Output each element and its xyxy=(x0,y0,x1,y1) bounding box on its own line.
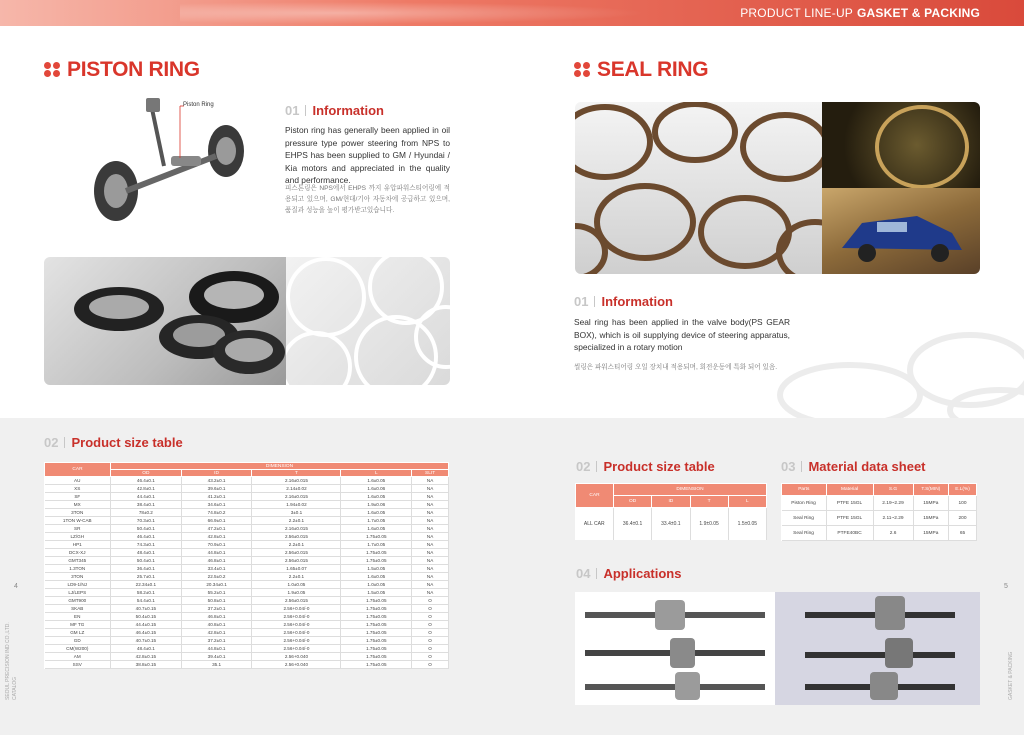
table-cell: NA xyxy=(412,517,449,525)
table-cell: 50.8±0.1 xyxy=(181,597,252,605)
seal-info-heading-text: Information xyxy=(601,294,673,309)
table-cell: 41.2±0.1 xyxy=(181,493,252,501)
table-cell: 1.75±0.05 xyxy=(341,549,412,557)
table-cell: LJ/LEPS xyxy=(45,589,111,597)
applications-heading xyxy=(576,566,681,581)
col-id: ID xyxy=(652,496,690,508)
seal-size-num: 02 xyxy=(576,459,591,474)
col-t: T xyxy=(690,496,728,508)
table-row xyxy=(45,589,449,597)
table-cell: 1TON W-CAB xyxy=(45,517,111,525)
table-cell: 2.2±0.1 xyxy=(252,541,341,549)
table-cell: GM LZ xyxy=(45,629,111,637)
table-cell: 2.56+0.04/-0 xyxy=(252,621,341,629)
table-cell: 33.4±0.1 xyxy=(181,565,252,573)
table-cell: 2.56+0.04/-0 xyxy=(252,605,341,613)
table-cell: O xyxy=(412,637,449,645)
table-cell: 2.56±0.015 xyxy=(252,557,341,565)
table-cell: 1.7±0.05 xyxy=(341,541,412,549)
table-cell: NA xyxy=(412,589,449,597)
material-heading-text: Material data sheet xyxy=(808,459,926,474)
table-cell: NA xyxy=(412,541,449,549)
table-cell: XS xyxy=(45,485,111,493)
table-cell: 15MPa xyxy=(913,511,948,526)
table-cell: 2.11~2.29 xyxy=(873,511,913,526)
table-cell: 38.8±0.15 xyxy=(111,661,182,669)
table-cell: 70.9±0.1 xyxy=(181,541,252,549)
table-cell: 36.4±0.1 xyxy=(111,565,182,573)
piston-info-text: Piston ring has generally been applied in oil pressure type power steering from NPS to EHPS has been supplied to GM / Hyundai / Kia motors and appreciated in the quality and performance. xyxy=(285,125,450,185)
table-row xyxy=(45,613,449,621)
table-row xyxy=(576,508,767,540)
table-cell: 1.0±0.05 xyxy=(252,581,341,589)
table-cell: 1.6±0.05 xyxy=(341,573,412,581)
table-row xyxy=(45,597,449,605)
table-cell: 34.6±0.1 xyxy=(181,501,252,509)
table-cell: SSV xyxy=(45,661,111,669)
table-row xyxy=(45,645,449,653)
table-cell: 35.1 xyxy=(181,661,252,669)
header-title xyxy=(740,6,980,20)
table-cell: 1.65±0.07 xyxy=(252,565,341,573)
table-cell: 1.5±0.05 xyxy=(341,565,412,573)
table-cell: 74.8±0.2 xyxy=(181,509,252,517)
table-cell: 2.56±0.015 xyxy=(252,533,341,541)
table-cell: 48.4±0.1 xyxy=(111,645,182,653)
table-cell: 44.8±0.1 xyxy=(181,549,252,557)
seal-info-heading xyxy=(574,294,673,309)
table-row xyxy=(45,653,449,661)
table-cell: 46.4±0.1 xyxy=(111,477,182,485)
table-cell: 1.0±0.05 xyxy=(341,581,412,589)
table-cell: 1.9±0.06 xyxy=(341,501,412,509)
table-row xyxy=(45,485,449,493)
header-band xyxy=(0,0,1024,26)
table-cell: 3TON xyxy=(45,509,111,517)
table-cell: 1.75±0.05 xyxy=(341,653,412,661)
table-row xyxy=(45,501,449,509)
table-cell: AM xyxy=(45,653,111,661)
table-row xyxy=(45,629,449,637)
side-text-left-2: CATALOG xyxy=(12,676,18,700)
col-el: E.L(%) xyxy=(949,484,977,496)
seal-info-num: 01 xyxy=(574,294,589,309)
table-cell: 2.56±0.015 xyxy=(252,549,341,557)
piston-size-table xyxy=(44,462,449,669)
steering-gear-photo-1 xyxy=(575,592,775,705)
table-cell: NA xyxy=(412,557,449,565)
table-row xyxy=(45,661,449,669)
table-cell: O xyxy=(412,613,449,621)
table-cell: NA xyxy=(412,509,449,517)
table-row xyxy=(45,557,449,565)
table-cell: O xyxy=(412,597,449,605)
table-row xyxy=(45,493,449,501)
table-cell: Piston Ring xyxy=(782,496,827,511)
table-cell: 2.56+0.040 xyxy=(252,661,341,669)
seal-size-heading xyxy=(576,459,715,474)
table-cell: 1.75±0.05 xyxy=(341,661,412,669)
applications-heading-text: Applications xyxy=(603,566,682,581)
table-cell: NA xyxy=(412,485,449,493)
table-cell: ALL CAR xyxy=(576,508,614,540)
table-cell: 1.94±0.02 xyxy=(252,501,341,509)
table-cell: HP1 xyxy=(45,541,111,549)
table-cell: 47.2±0.1 xyxy=(181,525,252,533)
material-table xyxy=(781,483,977,541)
table-row xyxy=(45,581,449,589)
table-cell: NA xyxy=(412,477,449,485)
table-cell: 1.6±0.05 xyxy=(341,509,412,517)
col-dimension: DIMENSION xyxy=(614,484,767,496)
table-cell: NA xyxy=(412,549,449,557)
table-row xyxy=(782,496,977,511)
table-cell: 1.6±0.05 xyxy=(341,493,412,501)
table-row xyxy=(45,509,449,517)
col-od: OD xyxy=(614,496,652,508)
table-cell: 70.3±0.1 xyxy=(111,517,182,525)
table-cell: 42.8±0.1 xyxy=(181,533,252,541)
table-cell: 22.5±0.2 xyxy=(181,573,252,581)
col-car: CAR xyxy=(576,484,614,508)
table-cell: MX xyxy=(45,501,111,509)
col-id: ID xyxy=(181,470,252,477)
table-row xyxy=(782,526,977,541)
table-cell: NA xyxy=(412,493,449,501)
table-cell: 37.2±0.1 xyxy=(181,605,252,613)
page-number-left: 4 xyxy=(14,583,18,590)
piston-info-text-ko: 피스톤링은 NPS에서 EHPS 까지 유압파워스티어링에 적용되고 있으며, GM/현대/기아 자동차에 공급하고 있으며, 품질과 성능을 높이 평가받고있습니다. xyxy=(285,185,450,214)
col-dimension: DIMENSION xyxy=(111,463,449,470)
table-cell: GD xyxy=(45,637,111,645)
table-cell: 1.75±0.05 xyxy=(341,597,412,605)
col-slit: SLIT xyxy=(412,470,449,477)
table-cell: 1.5±0.05 xyxy=(341,589,412,597)
table-cell: MF TG xyxy=(45,621,111,629)
table-cell: Seal Ring xyxy=(782,526,827,541)
table-row xyxy=(45,541,449,549)
table-cell: NA xyxy=(412,565,449,573)
piston-ring-title: PISTON RING xyxy=(67,58,200,81)
table-cell: 65 xyxy=(949,526,977,541)
table-cell: 2.56+0.04/-0 xyxy=(252,645,341,653)
table-cell: 50.4±0.15 xyxy=(111,613,182,621)
title-dots-icon xyxy=(574,62,592,78)
table-cell: PTFE40BC xyxy=(826,526,873,541)
table-cell: 46.8±0.1 xyxy=(181,557,252,565)
table-cell: 1.75±0.05 xyxy=(341,637,412,645)
seal-size-heading-text: Product size table xyxy=(603,459,715,474)
seal-info-text-ko: 씰링은 파워스티어링 오일 장치내 적용되며, 회전운동에 특화 되어 있음. xyxy=(574,364,778,371)
table-cell: 38.4±0.1 xyxy=(111,501,182,509)
suspension-illustration xyxy=(76,96,256,226)
table-row xyxy=(45,637,449,645)
table-cell: 44.8±0.1 xyxy=(181,645,252,653)
table-cell: 1.3TON xyxy=(45,565,111,573)
title-dots-icon xyxy=(44,62,62,78)
applications-num: 04 xyxy=(576,566,591,581)
piston-size-num: 02 xyxy=(44,435,59,450)
piston-info-heading xyxy=(285,103,384,118)
table-cell: NA xyxy=(412,501,449,509)
table-cell: 1.9±0.05 xyxy=(252,589,341,597)
table-row xyxy=(45,525,449,533)
header-category: GASKET & PACKING xyxy=(857,6,980,20)
table-cell: 42.8±0.15 xyxy=(111,653,182,661)
table-cell: NA xyxy=(412,533,449,541)
table-cell: LD9-1/NJ xyxy=(45,581,111,589)
table-cell: 44.4±0.1 xyxy=(111,493,182,501)
table-cell: 25.7±0.1 xyxy=(111,573,182,581)
material-heading xyxy=(781,459,926,474)
table-cell: 2.56+0.040 xyxy=(252,653,341,661)
table-cell: 66.9±0.1 xyxy=(181,517,252,525)
table-cell: 20.34±0.1 xyxy=(181,581,252,589)
table-cell: O xyxy=(412,621,449,629)
table-cell: 2.16±0.015 xyxy=(252,525,341,533)
rally-car-photo xyxy=(822,188,980,274)
seal-rings-photo xyxy=(575,102,822,274)
seal-ring-title: SEAL RING xyxy=(597,58,709,81)
table-cell: CM(W200) xyxy=(45,645,111,653)
table-cell: 39.4±0.1 xyxy=(181,653,252,661)
table-cell: 1.75±0.05 xyxy=(341,605,412,613)
table-cell: 200 xyxy=(949,511,977,526)
col-od: OD xyxy=(111,470,182,477)
table-cell: 2.56±0.015 xyxy=(252,597,341,605)
table-cell: NA xyxy=(412,573,449,581)
piston-ring-callout: Piston Ring xyxy=(183,102,214,108)
table-cell: 1.75±0.05 xyxy=(341,645,412,653)
table-row xyxy=(45,477,449,485)
table-cell: PTFE 15GL xyxy=(826,496,873,511)
table-cell: 1.7±0.05 xyxy=(341,517,412,525)
table-cell: 2.56+0.04/-0 xyxy=(252,613,341,621)
table-cell: 43.2±0.1 xyxy=(181,477,252,485)
table-cell: 1.6±0.05 xyxy=(341,525,412,533)
table-cell: 2.56+0.04/-0 xyxy=(252,637,341,645)
table-row xyxy=(45,549,449,557)
table-cell: NA xyxy=(412,525,449,533)
header-lineup: PRODUCT LINE-UP xyxy=(740,6,854,20)
table-cell: 46.8±0.1 xyxy=(181,613,252,621)
table-cell: 55.2±0.1 xyxy=(181,589,252,597)
table-cell: O xyxy=(412,645,449,653)
col-l: L xyxy=(728,496,766,508)
faint-rings-decoration xyxy=(770,300,1024,418)
table-row xyxy=(45,621,449,629)
table-cell: 15MPa xyxy=(913,526,948,541)
table-cell: 58.2±0.1 xyxy=(111,589,182,597)
table-row xyxy=(45,573,449,581)
table-cell: NA xyxy=(412,581,449,589)
table-cell: 50.4±0.1 xyxy=(111,557,182,565)
table-cell: 42.8±0.1 xyxy=(111,485,182,493)
table-cell: O xyxy=(412,605,449,613)
col-sg: S.G xyxy=(873,484,913,496)
table-row xyxy=(45,533,449,541)
table-cell: 54.4±0.1 xyxy=(111,597,182,605)
piston-info-heading-text: Information xyxy=(312,103,384,118)
col-t: T xyxy=(252,470,341,477)
col-l: L xyxy=(341,470,412,477)
table-cell: 39.6±0.1 xyxy=(181,485,252,493)
table-cell: 1.9±0.05 xyxy=(690,508,728,540)
col-material: Material xyxy=(826,484,873,496)
table-cell: 1.75±0.05 xyxy=(341,557,412,565)
seal-info-text: Seal ring has been applied in the valve body(PS GEAR BOX), which is oil supplying device of steering apparatus, specialized in a rotary motion xyxy=(574,317,790,352)
table-cell: AU xyxy=(45,477,111,485)
table-cell: 2.16±0.015 xyxy=(252,477,341,485)
table-cell: Seal Ring xyxy=(782,511,827,526)
table-cell: 74.3±0.1 xyxy=(111,541,182,549)
table-cell: 44.4±0.15 xyxy=(111,621,182,629)
col-car: CAR xyxy=(45,463,111,477)
steering-gear-photo-2 xyxy=(775,592,980,705)
piston-size-heading-text: Product size table xyxy=(71,435,183,450)
black-piston-rings-photo xyxy=(44,257,286,385)
table-cell: 2.56+0.04/-0 xyxy=(252,629,341,637)
seal-size-table xyxy=(575,483,767,540)
table-cell: 1.75±0.05 xyxy=(341,621,412,629)
col-ts: T.S(MIN) xyxy=(913,484,948,496)
table-cell: O xyxy=(412,653,449,661)
table-cell: LZ/GH xyxy=(45,533,111,541)
table-cell: 33.4±0.1 xyxy=(652,508,690,540)
table-cell: 15MPa xyxy=(913,496,948,511)
table-cell: 2.14±0.02 xyxy=(252,485,341,493)
table-cell: 48.4±0.1 xyxy=(111,549,182,557)
table-cell: 40.8±0.1 xyxy=(181,621,252,629)
gold-seal-ring-photo xyxy=(822,102,980,188)
table-cell: 1.75±0.05 xyxy=(341,533,412,541)
table-cell: O xyxy=(412,629,449,637)
table-cell: 22.34±0.1 xyxy=(111,581,182,589)
side-text-left-1: SEOUL PRECISION IND CO.,LTD. xyxy=(5,622,11,700)
table-row xyxy=(45,565,449,573)
piston-size-heading xyxy=(44,435,183,450)
table-row xyxy=(45,605,449,613)
table-row xyxy=(45,517,449,525)
table-cell: PTFE 15GL xyxy=(826,511,873,526)
table-cell: DCX-XJ xyxy=(45,549,111,557)
table-cell: 2.2±0.1 xyxy=(252,573,341,581)
table-cell: 1.75±0.05 xyxy=(341,613,412,621)
table-cell: 36.4±0.1 xyxy=(614,508,652,540)
table-row xyxy=(782,511,977,526)
table-cell: 46.4±0.15 xyxy=(111,629,182,637)
table-cell: GMT345 xyxy=(45,557,111,565)
table-cell: 50.4±0.1 xyxy=(111,525,182,533)
table-cell: 78±0.2 xyxy=(111,509,182,517)
page-number-right: 5 xyxy=(1004,583,1008,590)
table-cell: 40.7±0.15 xyxy=(111,637,182,645)
table-cell: SF xyxy=(45,493,111,501)
table-cell: 2.6 xyxy=(873,526,913,541)
table-cell: 2.19~2.29 xyxy=(873,496,913,511)
table-cell: SKAB xyxy=(45,605,111,613)
table-cell: SR xyxy=(45,525,111,533)
table-cell: 1.5±0.05 xyxy=(728,508,766,540)
table-cell: 3TON xyxy=(45,573,111,581)
piston-info-num: 01 xyxy=(285,103,300,118)
table-cell: 1.75±0.05 xyxy=(341,629,412,637)
side-text-right: GASKET & PACKING xyxy=(1008,651,1014,700)
table-cell: 42.8±0.1 xyxy=(181,629,252,637)
table-cell: 100 xyxy=(949,496,977,511)
table-cell: 2.2±0.1 xyxy=(252,517,341,525)
table-cell: 37.2±0.1 xyxy=(181,637,252,645)
header-decoration xyxy=(180,0,700,26)
col-parts: Parts xyxy=(782,484,827,496)
white-piston-rings-photo xyxy=(286,257,450,385)
table-cell: O xyxy=(412,661,449,669)
table-cell: 3±0.1 xyxy=(252,509,341,517)
table-cell: 46.4±0.1 xyxy=(111,533,182,541)
table-cell: 1.6±0.05 xyxy=(341,477,412,485)
table-cell: 40.7±0.15 xyxy=(111,605,182,613)
material-num: 03 xyxy=(781,459,796,474)
table-cell: GMT900 xyxy=(45,597,111,605)
table-cell: 2.16±0.015 xyxy=(252,493,341,501)
table-cell: EN xyxy=(45,613,111,621)
table-cell: 1.6±0.06 xyxy=(341,485,412,493)
